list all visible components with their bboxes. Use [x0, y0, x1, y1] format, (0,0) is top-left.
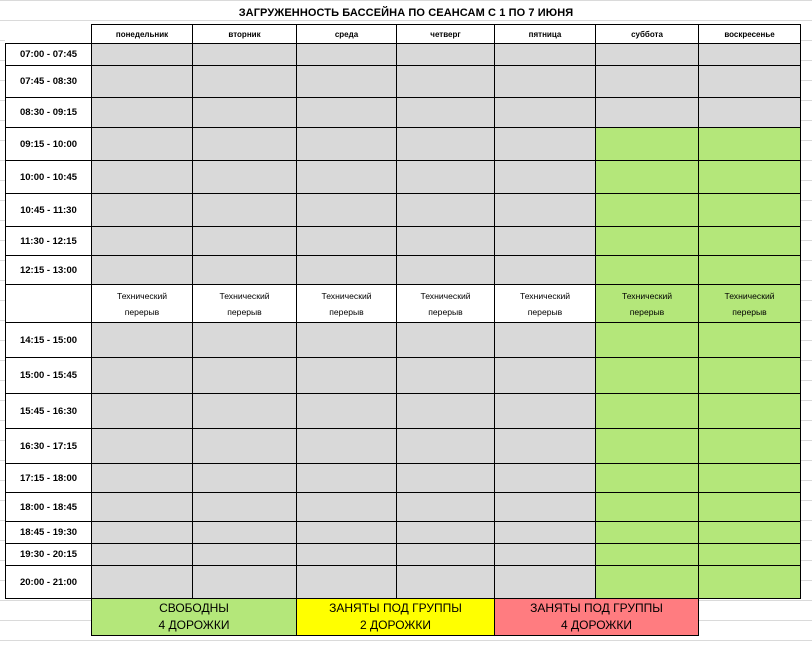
time-cell[interactable]: 10:45 - 11:30 — [6, 194, 92, 227]
time-cell[interactable]: 10:00 - 10:45 — [6, 161, 92, 194]
slot-cell-sat[interactable] — [596, 394, 699, 429]
slot-cell-sun[interactable] — [699, 256, 801, 285]
day-header-sat[interactable]: суббота — [596, 25, 699, 44]
slot-cell-mon[interactable] — [92, 128, 193, 161]
time-cell[interactable]: 09:15 - 10:00 — [6, 128, 92, 161]
schedule-body — [6, 44, 801, 599]
timeslot-row — [6, 227, 801, 256]
legend-free — [91, 598, 297, 636]
legend-busy-4-line2: 4 ДОРОЖКИ — [561, 618, 632, 632]
day-header-sun[interactable]: воскресенье — [699, 25, 801, 44]
break-label-line1: Технический — [519, 290, 571, 301]
slot-cell-sun[interactable] — [699, 394, 801, 429]
slot-cell-wed[interactable] — [297, 161, 397, 194]
slot-cell-sat[interactable] — [596, 66, 699, 98]
slot-cell-fri[interactable] — [495, 44, 596, 66]
slot-cell-sun[interactable] — [699, 128, 801, 161]
slot-cell-sun[interactable] — [699, 323, 801, 358]
slot-cell-wed[interactable] — [297, 323, 397, 358]
slot-cell-fri[interactable] — [495, 161, 596, 194]
slot-cell-mon[interactable] — [92, 66, 193, 98]
slot-cell-mon[interactable] — [92, 566, 193, 599]
slot-cell-sat[interactable] — [596, 161, 699, 194]
slot-cell-sun[interactable] — [699, 194, 801, 227]
slot-cell-wed[interactable] — [297, 566, 397, 599]
break-label-line2: перерыв — [629, 306, 665, 317]
slot-cell-thu[interactable] — [397, 98, 495, 128]
slot-cell-wed[interactable] — [297, 493, 397, 522]
time-cell[interactable]: 07:45 - 08:30 — [6, 66, 92, 98]
time-cell[interactable]: 18:00 - 18:45 — [6, 493, 92, 522]
slot-cell-sun[interactable] — [699, 522, 801, 544]
legend-busy-2-line1: ЗАНЯТЫ ПОД ГРУППЫ — [329, 601, 462, 615]
break-label-line2: перерыв — [527, 306, 563, 317]
slot-cell-tue[interactable] — [193, 256, 297, 285]
slot-cell-sat[interactable] — [596, 323, 699, 358]
slot-cell-tue[interactable] — [193, 161, 297, 194]
time-cell[interactable]: 07:00 - 07:45 — [6, 44, 92, 66]
slot-cell-wed[interactable] — [297, 227, 397, 256]
slot-cell-mon[interactable] — [92, 394, 193, 429]
slot-cell-sat[interactable] — [596, 98, 699, 128]
break-label-line1: Технический — [219, 290, 270, 301]
timeslot-row — [6, 128, 801, 161]
slot-cell-sat[interactable] — [596, 566, 699, 599]
break-cell-fri[interactable] — [495, 285, 596, 323]
slot-cell-mon[interactable] — [92, 522, 193, 544]
slot-cell-fri[interactable] — [495, 358, 596, 394]
break-cell-sat[interactable] — [596, 285, 699, 323]
break-label-line2: перерыв — [329, 306, 364, 317]
time-cell[interactable]: 14:15 - 15:00 — [6, 323, 92, 358]
slot-cell-mon[interactable] — [92, 544, 193, 566]
day-header-wed[interactable]: среда — [297, 25, 397, 44]
timeslot-row — [6, 429, 801, 464]
slot-cell-thu[interactable] — [397, 566, 495, 599]
slot-cell-fri[interactable] — [495, 256, 596, 285]
slot-cell-thu[interactable] — [397, 358, 495, 394]
slot-cell-sat[interactable] — [596, 128, 699, 161]
slot-cell-mon[interactable] — [92, 98, 193, 128]
slot-cell-tue[interactable] — [193, 566, 297, 599]
legend-free-line2: 4 ДОРОЖКИ — [158, 618, 230, 632]
slot-cell-fri[interactable] — [495, 429, 596, 464]
break-row — [6, 285, 801, 323]
schedule-table — [5, 24, 801, 599]
slot-cell-tue[interactable] — [193, 464, 297, 493]
slot-cell-sun[interactable] — [699, 44, 801, 66]
slot-cell-thu[interactable] — [397, 227, 495, 256]
slot-cell-sat[interactable] — [596, 44, 699, 66]
slot-cell-fri[interactable] — [495, 128, 596, 161]
slot-cell-sat[interactable] — [596, 358, 699, 394]
slot-cell-mon[interactable] — [92, 256, 193, 285]
slot-cell-sat[interactable] — [596, 429, 699, 464]
slot-cell-mon[interactable] — [92, 358, 193, 394]
legend-busy-2 — [296, 598, 495, 636]
slot-cell-sun[interactable] — [699, 98, 801, 128]
timeslot-row — [6, 44, 801, 66]
legend-busy-4-line1: ЗАНЯТЫ ПОД ГРУППЫ — [530, 601, 663, 615]
time-cell[interactable]: 08:30 - 09:15 — [6, 98, 92, 128]
slot-cell-sat[interactable] — [596, 227, 699, 256]
slot-cell-tue[interactable] — [193, 66, 297, 98]
header-row — [6, 25, 801, 44]
break-cell-thu[interactable] — [397, 285, 495, 323]
time-cell[interactable]: 15:45 - 16:30 — [6, 394, 92, 429]
slot-cell-sun[interactable] — [699, 66, 801, 98]
legend-free-line1: СВОБОДНЫ — [159, 601, 229, 615]
break-label-line1: Технический — [621, 290, 673, 301]
slot-cell-tue[interactable] — [193, 358, 297, 394]
break-label-line1: Технический — [420, 290, 471, 301]
time-cell[interactable]: 20:00 - 21:00 — [6, 566, 92, 599]
slot-cell-sat[interactable] — [596, 544, 699, 566]
timeslot-row — [6, 394, 801, 429]
time-cell[interactable]: 18:45 - 19:30 — [6, 522, 92, 544]
slot-cell-thu[interactable] — [397, 161, 495, 194]
slot-cell-tue[interactable] — [193, 394, 297, 429]
slot-cell-fri[interactable] — [495, 566, 596, 599]
slot-cell-thu[interactable] — [397, 44, 495, 66]
slot-cell-sat[interactable] — [596, 256, 699, 285]
slot-cell-mon[interactable] — [92, 194, 193, 227]
slot-cell-fri[interactable] — [495, 544, 596, 566]
slot-cell-fri[interactable] — [495, 194, 596, 227]
corner-cell — [6, 25, 92, 44]
slot-cell-sun[interactable] — [699, 464, 801, 493]
break-label-line1: Технический — [321, 290, 372, 301]
break-cell-sun[interactable] — [699, 285, 801, 323]
break-cell-tue[interactable] — [193, 285, 297, 323]
slot-cell-thu[interactable] — [397, 323, 495, 358]
time-cell[interactable]: 15:00 - 15:45 — [6, 358, 92, 394]
slot-cell-sun[interactable] — [699, 161, 801, 194]
slot-cell-fri[interactable] — [495, 394, 596, 429]
slot-cell-thu[interactable] — [397, 429, 495, 464]
break-label-line1: Технический — [116, 290, 168, 301]
slot-cell-thu[interactable] — [397, 522, 495, 544]
slot-cell-sat[interactable] — [596, 464, 699, 493]
timeslot-row — [6, 358, 801, 394]
slot-cell-fri[interactable] — [495, 464, 596, 493]
slot-cell-thu[interactable] — [397, 464, 495, 493]
break-label-line2: перерыв — [227, 306, 262, 317]
slot-cell-fri[interactable] — [495, 98, 596, 128]
slot-cell-sun[interactable] — [699, 358, 801, 394]
break-cell-wed[interactable] — [297, 285, 397, 323]
time-cell[interactable]: 17:15 - 18:00 — [6, 464, 92, 493]
slot-cell-tue[interactable] — [193, 323, 297, 358]
slot-cell-fri[interactable] — [495, 66, 596, 98]
slot-cell-thu[interactable] — [397, 493, 495, 522]
slot-cell-mon[interactable] — [92, 429, 193, 464]
legend-busy-4 — [494, 598, 699, 636]
slot-cell-mon[interactable] — [92, 44, 193, 66]
break-label-line2: перерыв — [124, 306, 160, 317]
slot-cell-thu[interactable] — [397, 256, 495, 285]
schedule-title: ЗАГРУЖЕННОСТЬ БАССЕЙНА ПО СЕАНСАМ С 1 ПО 7 ИЮНЯ — [238, 7, 574, 19]
slot-cell-thu[interactable] — [397, 194, 495, 227]
legend-busy-2-line2: 2 ДОРОЖКИ — [360, 618, 431, 632]
slot-cell-mon[interactable] — [92, 464, 193, 493]
slot-cell-tue[interactable] — [193, 522, 297, 544]
timeslot-row — [6, 194, 801, 227]
slot-cell-wed[interactable] — [297, 394, 397, 429]
slot-cell-tue[interactable] — [193, 493, 297, 522]
timeslot-row — [6, 256, 801, 285]
slot-cell-wed[interactable] — [297, 522, 397, 544]
slot-cell-sat[interactable] — [596, 194, 699, 227]
slot-cell-wed[interactable] — [297, 464, 397, 493]
slot-cell-mon[interactable] — [92, 227, 193, 256]
slot-cell-wed[interactable] — [297, 429, 397, 464]
timeslot-row — [6, 464, 801, 493]
slot-cell-sat[interactable] — [596, 493, 699, 522]
slot-cell-wed[interactable] — [297, 544, 397, 566]
timeslot-row — [6, 98, 801, 128]
slot-cell-mon[interactable] — [92, 493, 193, 522]
break-label-line2: перерыв — [732, 306, 767, 317]
slot-cell-wed[interactable] — [297, 66, 397, 98]
slot-cell-fri[interactable] — [495, 493, 596, 522]
timeslot-row — [6, 493, 801, 522]
time-cell[interactable]: 19:30 - 20:15 — [6, 544, 92, 566]
break-label-line1: Технический — [724, 290, 775, 301]
slot-cell-fri[interactable] — [495, 522, 596, 544]
slot-cell-sun[interactable] — [699, 227, 801, 256]
slot-cell-tue[interactable] — [193, 544, 297, 566]
slot-cell-wed[interactable] — [297, 256, 397, 285]
slot-cell-wed[interactable] — [297, 128, 397, 161]
day-header-fri[interactable]: пятница — [495, 25, 596, 44]
slot-cell-thu[interactable] — [397, 394, 495, 429]
slot-cell-tue[interactable] — [193, 44, 297, 66]
slot-cell-fri[interactable] — [495, 227, 596, 256]
slot-cell-sun[interactable] — [699, 544, 801, 566]
slot-cell-wed[interactable] — [297, 194, 397, 227]
break-label-line2: перерыв — [428, 306, 463, 317]
time-cell[interactable]: 16:30 - 17:15 — [6, 429, 92, 464]
break-cell-mon[interactable] — [92, 285, 193, 323]
slot-cell-mon[interactable] — [92, 323, 193, 358]
slot-cell-tue[interactable] — [193, 128, 297, 161]
time-cell[interactable]: 12:15 - 13:00 — [6, 256, 92, 285]
timeslot-row — [6, 323, 801, 358]
slot-cell-thu[interactable] — [397, 544, 495, 566]
day-header-thu[interactable]: четверг — [397, 25, 495, 44]
timeslot-row — [6, 66, 801, 98]
slot-cell-tue[interactable] — [193, 227, 297, 256]
timeslot-row — [6, 161, 801, 194]
timeslot-row — [6, 544, 801, 566]
slot-cell-fri[interactable] — [495, 323, 596, 358]
slot-cell-tue[interactable] — [193, 98, 297, 128]
slot-cell-sun[interactable] — [699, 566, 801, 599]
slot-cell-sun[interactable] — [699, 493, 801, 522]
slot-cell-wed[interactable] — [297, 98, 397, 128]
timeslot-row — [6, 522, 801, 544]
slot-cell-wed[interactable] — [297, 44, 397, 66]
slot-cell-thu[interactable] — [397, 128, 495, 161]
slot-cell-tue[interactable] — [193, 194, 297, 227]
slot-cell-wed[interactable] — [297, 358, 397, 394]
day-header-mon[interactable]: понедельник — [92, 25, 193, 44]
slot-cell-tue[interactable] — [193, 429, 297, 464]
time-cell[interactable]: 11:30 - 12:15 — [6, 227, 92, 256]
time-cell[interactable] — [6, 285, 92, 323]
slot-cell-thu[interactable] — [397, 66, 495, 98]
slot-cell-mon[interactable] — [92, 161, 193, 194]
slot-cell-sat[interactable] — [596, 522, 699, 544]
slot-cell-sun[interactable] — [699, 429, 801, 464]
timeslot-row — [6, 566, 801, 599]
day-header-tue[interactable]: вторник — [193, 25, 297, 44]
